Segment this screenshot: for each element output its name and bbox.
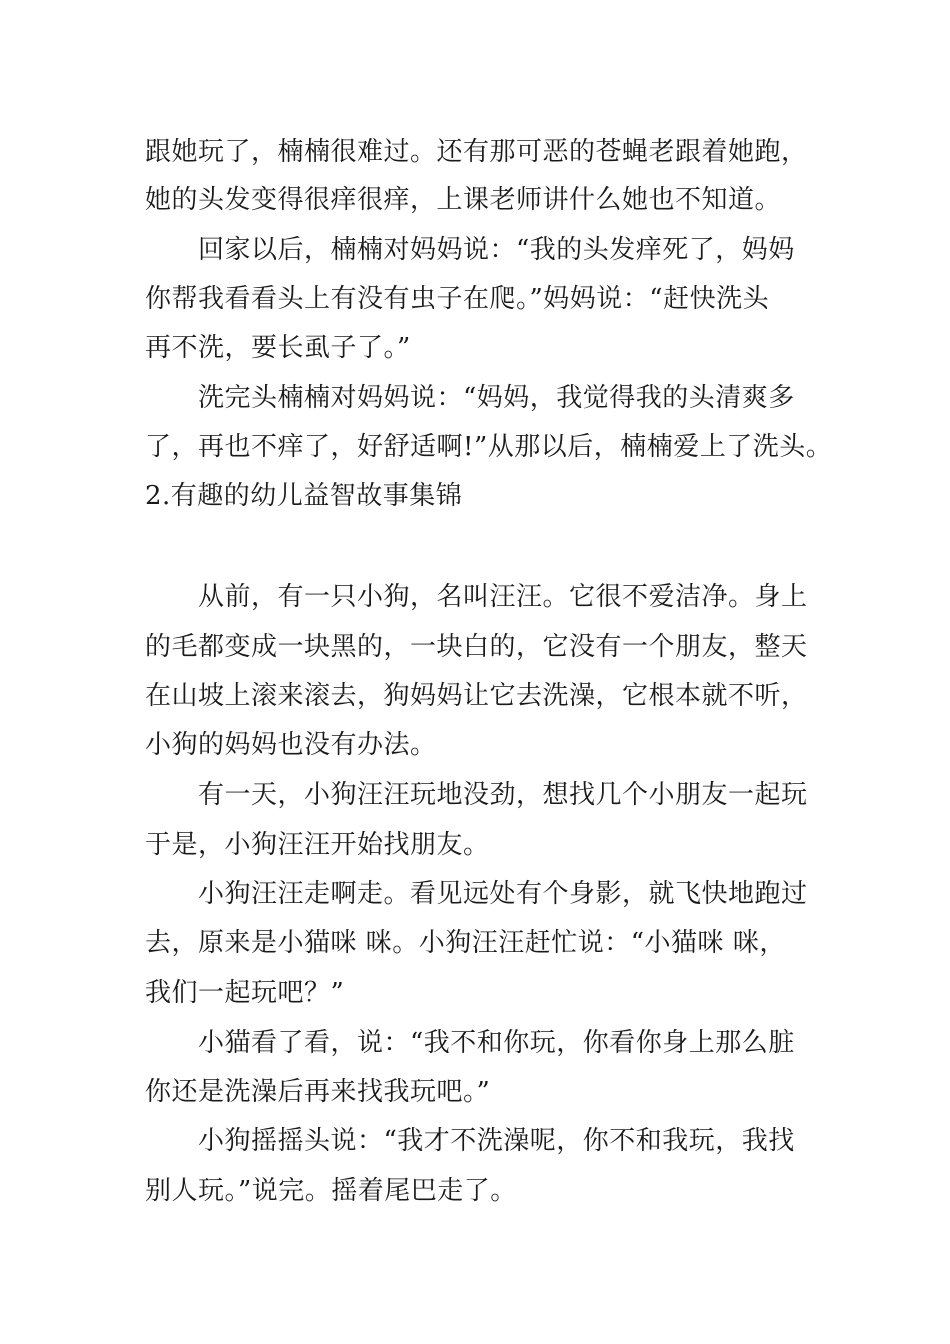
paragraph-start: 小狗摇摇头说：“我才不洗澡呢，你不和我玩，我找 <box>198 1126 795 1156</box>
text-line: 我们一起玩吧？” <box>145 978 345 1008</box>
paragraph-start: 洗完头楠楠对妈妈说：“妈妈，我觉得我的头清爽多 <box>198 383 795 413</box>
text-line: 于是，小狗汪汪开始找朋友。 <box>145 830 490 860</box>
text-line: 跟她玩了，楠楠很难过。还有那可恶的苍蝇老跟着她跑， <box>145 137 808 167</box>
text-line: 你帮我看看头上有没有虫子在爬。”妈妈说：“赶快洗头 <box>145 284 770 314</box>
paragraph-start: 回家以后，楠楠对妈妈说：“我的头发痒死了，妈妈 <box>198 235 795 265</box>
section-heading: 2.有趣的幼儿益智故事集锦 <box>145 481 463 511</box>
paragraph-start: 有一天，小狗汪汪玩地没劲，想找几个小朋友一起玩 <box>198 780 808 810</box>
text-line: 别人玩。”说完。摇着尾巴走了。 <box>145 1176 517 1206</box>
text-line: 的毛都变成一块黑的，一块白的，它没有一个朋友，整天 <box>145 632 808 662</box>
text-line: 了，再也不痒了，好舒适啊!”从那以后，楠楠爱上了洗头。 <box>145 432 833 462</box>
text-line: 你还是洗澡后再来找我玩吧。” <box>145 1077 491 1107</box>
text-line: 她的头发变得很痒很痒，上课老师讲什么她也不知道。 <box>145 185 782 215</box>
paragraph-start: 小猫看了看，说：“我不和你玩，你看你身上那么脏 <box>198 1028 795 1058</box>
text-line: 在山坡上滚来滚去，狗妈妈让它去洗澡，它根本就不听， <box>145 681 808 711</box>
paragraph-start: 从前，有一只小狗，名叫汪汪。它很不爱洁净。身上 <box>198 582 808 612</box>
paragraph-start: 小狗汪汪走啊走。看见远处有个身影，就飞快地跑过 <box>198 879 808 909</box>
text-line: 去，原来是小猫咪 咪。小狗汪汪赶忙说：“小猫咪 咪， <box>145 928 786 958</box>
text-line: 再不洗，要长虱子了。” <box>145 333 411 363</box>
text-line: 小狗的妈妈也没有办法。 <box>145 730 437 760</box>
